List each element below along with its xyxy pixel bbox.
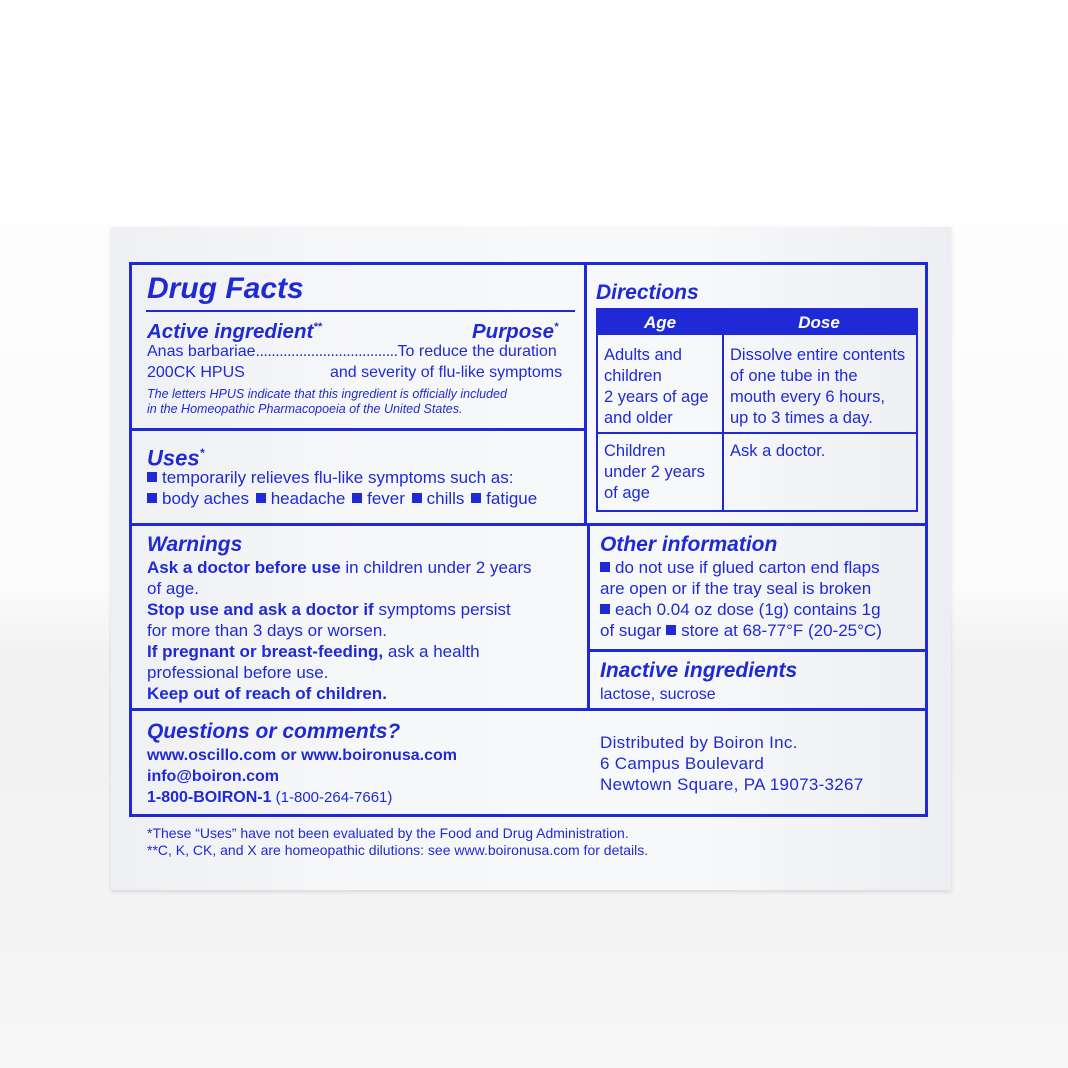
drug-facts-title: Drug Facts (147, 272, 304, 305)
inactive-text: lactose, sucrose (600, 686, 716, 703)
bullet-icon (147, 493, 157, 503)
bullet-icon (471, 493, 481, 503)
row1-dose: Dissolve entire contents of one tube in the mouth every 6 hours, up to 3 times a day. (730, 346, 906, 427)
warning-pregnant-2: professional before use. (147, 663, 329, 682)
warning-keep-out: Keep out of reach of children. (147, 684, 387, 703)
bullet-icon (147, 472, 157, 482)
col-age: Age (643, 313, 677, 332)
table-row-divider (598, 432, 916, 434)
directions-table (596, 308, 918, 512)
row1-age: Adults and children 2 years of age and older (604, 346, 709, 427)
bullet-icon (600, 562, 610, 572)
footnote-uses: *These “Uses” have not been evaluated by the Food and Drug Administration. (147, 825, 629, 841)
hpus-note-2: in the Homeopathic Pharmacopoeia of the United States. (147, 402, 463, 416)
other-line-1: do not use if glued carton end flaps (600, 557, 880, 578)
col-dose: Dose (798, 313, 840, 332)
warning-stop-use-2: for more than 3 days or worsen. (147, 621, 388, 640)
purpose-line-2: and severity of flu-like symptoms (330, 364, 563, 381)
warnings-heading: Warnings (147, 533, 243, 556)
hpus-note-1: The letters HPUS indicate that this ingredient is officially included (147, 387, 507, 401)
directions-heading: Directions (596, 281, 699, 304)
phone-number[interactable]: 1-800-BOIRON-1 (1-800-264-7661) (147, 789, 393, 806)
title-rule (146, 310, 575, 312)
bullet-icon (666, 625, 676, 635)
warning-ask-doctor-2: of age. (147, 579, 199, 598)
warning-ask-doctor: Ask a doctor before use in children under 2 years (147, 558, 532, 577)
bullet-icon (600, 604, 610, 614)
other-line-3: each 0.04 oz dose (1g) contains 1g (600, 599, 881, 620)
uses-line-1: temporarily relieves flu-like symptoms such as: (147, 467, 513, 488)
warning-pregnant: If pregnant or breast-feeding, ask a health (147, 642, 480, 661)
other-line-4: of sugar store at 68-77°F (20-25°C) (600, 621, 882, 640)
distributor-line-1: Distributed by Boiron Inc. (600, 733, 798, 752)
distributor-line-2: 6 Campus Boulevard (600, 754, 765, 773)
carton-back (111, 227, 951, 890)
other-info-heading: Other information (600, 533, 778, 556)
active-ingredient-heading: Active ingredient** (147, 319, 322, 343)
questions-heading: Questions or comments? (147, 720, 401, 743)
row2-dose: Ask a doctor. (730, 442, 826, 460)
footnote-dilutions: **C, K, CK, and X are homeopathic dilutions: see www.boironusa.com for details. (147, 842, 649, 858)
row2-age: Children under 2 years of age (604, 442, 705, 502)
table-col-divider (722, 335, 724, 510)
ingredient-line: Anas barbariae....................................To reduce the duration (147, 343, 557, 360)
uses-symptom-list: body aches headache fever chills fatigue (147, 488, 537, 509)
warning-stop-use: Stop use and ask a doctor if symptoms persist (147, 600, 511, 619)
divider-active-uses (129, 428, 587, 431)
divider-uses-warnings (129, 523, 928, 526)
distributor-line-3: Newtown Square, PA 19073-3267 (600, 775, 864, 794)
bullet-icon (412, 493, 422, 503)
divider-other-inactive (589, 649, 928, 652)
divider-warnings-questions (129, 708, 928, 711)
divider-vertical-bottom (587, 525, 590, 710)
bullet-icon (352, 493, 362, 503)
purpose-heading: Purpose* (472, 319, 559, 343)
divider-vertical-top (584, 262, 587, 525)
email-link[interactable]: info@boiron.com (147, 768, 280, 785)
potency: 200CK HPUS (147, 364, 245, 381)
uses-heading: Uses* (147, 445, 205, 471)
bullet-icon (256, 493, 266, 503)
inactive-heading: Inactive ingredients (600, 659, 798, 682)
other-line-2: are open or if the tray seal is broken (600, 579, 872, 598)
website-link[interactable]: www.oscillo.com or www.boironusa.com (147, 747, 457, 764)
